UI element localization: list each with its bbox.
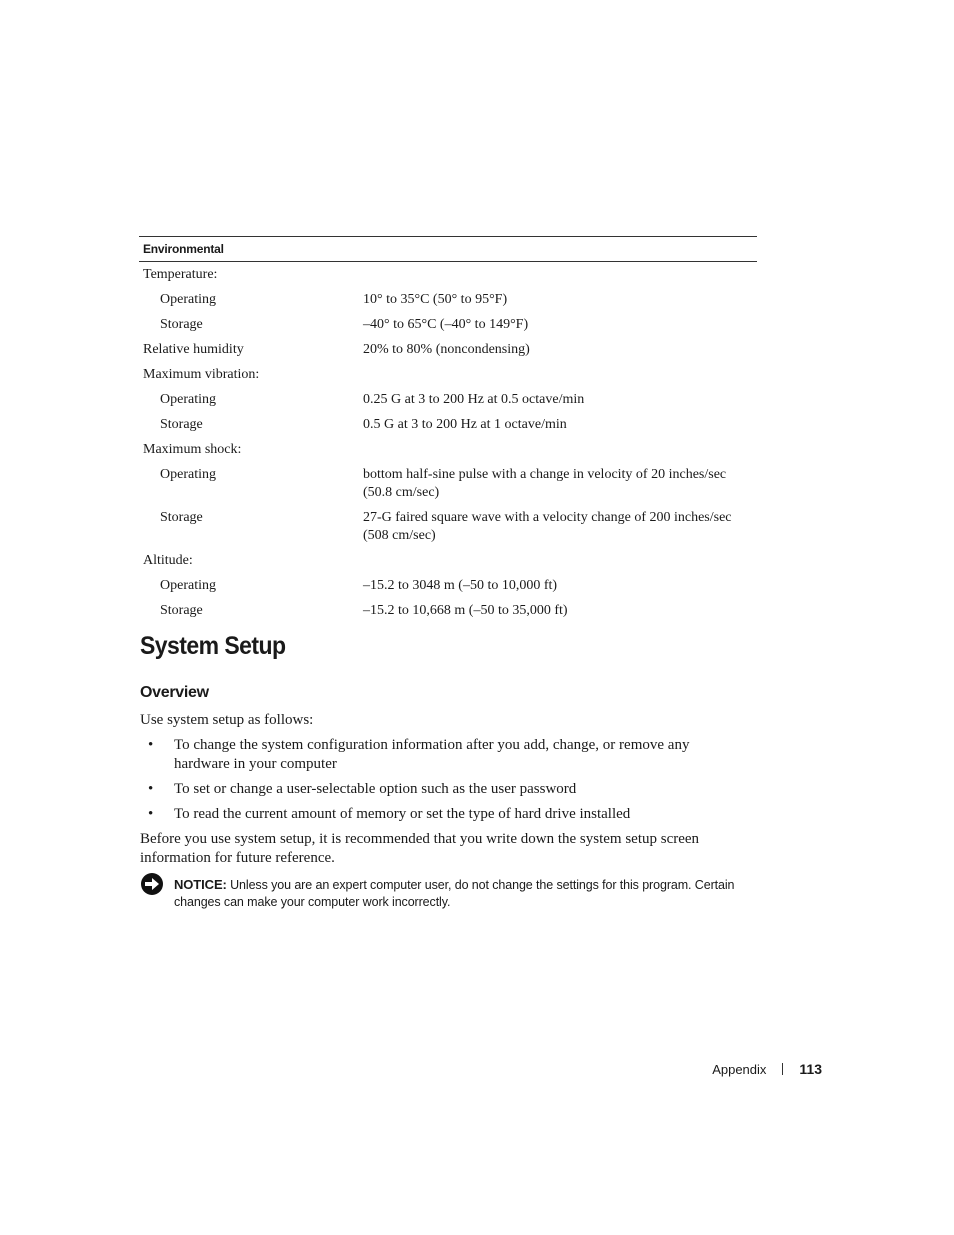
row-label: Storage <box>160 317 203 332</box>
row-label: Operating <box>160 292 216 307</box>
row-value <box>363 550 757 575</box>
row-value: 0.5 G at 3 to 200 Hz at 1 octave/min <box>363 417 567 432</box>
row-value: bottom half-sine pulse with a change in velocity of 20 inches/sec (50.8 cm/sec) <box>363 467 727 500</box>
row-label: Storage <box>160 417 203 432</box>
closing-paragraph: Before you use system setup, it is recommended that you write down the system setup screen information for future reference. <box>140 831 700 866</box>
table-row <box>139 414 757 439</box>
row-value <box>363 264 757 289</box>
table-row <box>139 339 757 364</box>
row-value: –15.2 to 10,668 m (–50 to 35,000 ft) <box>363 603 568 618</box>
list-item <box>140 736 740 774</box>
notice-arrow-icon <box>140 872 164 896</box>
bullet-list <box>140 736 740 830</box>
row-value: 0.25 G at 3 to 200 Hz at 0.5 octave/min <box>363 392 585 407</box>
table-row <box>139 314 757 339</box>
row-label: Altitude: <box>143 553 193 568</box>
table-row <box>139 389 757 414</box>
row-value: 10° to 35°C (50° to 95°F) <box>363 292 508 307</box>
notice-box <box>140 872 760 911</box>
bullet-icon: • <box>148 781 154 797</box>
table-row <box>139 364 757 389</box>
page-number: 113 <box>799 1061 822 1077</box>
row-label: Maximum shock: <box>143 442 242 457</box>
bullet-icon: • <box>148 806 154 822</box>
list-item-text: To change the system configuration information after you add, change, or remove any hardware in your computer <box>174 737 690 772</box>
row-label: Operating <box>160 467 216 482</box>
row-label: Storage <box>160 510 203 525</box>
list-item <box>140 805 740 824</box>
notice-text: Unless you are an expert computer user, do not change the settings for this program. Certain changes can make your computer work incorrectly. <box>174 878 735 909</box>
row-label: Relative humidity <box>143 342 244 357</box>
list-item-text: To read the current amount of memory or set the type of hard drive installed <box>174 806 631 822</box>
table-row <box>139 464 757 507</box>
table-row <box>139 575 757 600</box>
environmental-spec-table <box>139 236 757 625</box>
intro-paragraph: Use system setup as follows: <box>140 712 314 728</box>
row-label: Storage <box>160 603 203 618</box>
page-footer <box>600 1061 822 1077</box>
row-label: Temperature: <box>143 267 218 282</box>
footer-divider <box>782 1063 783 1075</box>
row-value: 20% to 80% (noncondensing) <box>363 342 530 357</box>
table-header: Environmental <box>139 236 757 262</box>
bullet-icon: • <box>148 737 154 753</box>
subsection-title: Overview <box>140 684 209 701</box>
row-value <box>363 439 757 464</box>
notice-label: NOTICE: <box>174 877 227 892</box>
list-item-text: To set or change a user-selectable option such as the user password <box>174 781 577 797</box>
row-value: –15.2 to 3048 m (–50 to 10,000 ft) <box>363 578 558 593</box>
list-item <box>140 780 740 799</box>
footer-section: Appendix <box>712 1062 767 1077</box>
row-label: Maximum vibration: <box>143 367 260 382</box>
table-row <box>139 600 757 625</box>
table-row <box>139 439 757 464</box>
row-value: 27-G faired square wave with a velocity change of 200 inches/sec (508 cm/sec) <box>363 510 732 543</box>
row-value <box>363 364 757 389</box>
table-row <box>139 507 757 550</box>
section-title: System Setup <box>140 632 286 660</box>
row-label: Operating <box>160 392 216 407</box>
table-row <box>139 289 757 314</box>
row-label: Operating <box>160 578 216 593</box>
table-row <box>139 550 757 575</box>
row-value: –40° to 65°C (–40° to 149°F) <box>363 317 529 332</box>
table-row <box>139 264 757 289</box>
